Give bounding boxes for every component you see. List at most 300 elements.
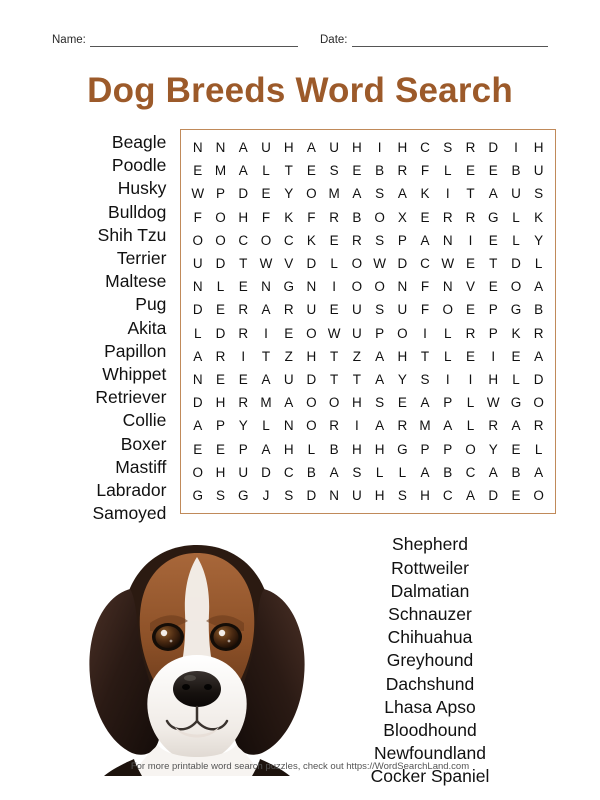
letter-cell[interactable]: A (193, 418, 203, 434)
letter-cell[interactable]: L (444, 348, 452, 364)
letter-cell[interactable]: E (238, 371, 248, 387)
letter-cell[interactable]: I (445, 186, 450, 202)
letter-cell[interactable]: E (284, 325, 294, 341)
letter-cell[interactable]: E (488, 232, 498, 248)
letter-cell[interactable]: I (354, 418, 359, 434)
letter-cell[interactable]: A (375, 418, 385, 434)
letter-grid-row (186, 159, 550, 182)
letter-cell[interactable]: H (420, 487, 430, 503)
letter-cell[interactable]: D (192, 395, 203, 411)
letter-cell[interactable]: S (216, 487, 226, 503)
letter-cell[interactable]: U (351, 302, 362, 318)
letter-cell[interactable]: I (264, 325, 268, 341)
letter-cell[interactable]: A (534, 348, 544, 364)
letter-grid-row (186, 414, 550, 437)
letter-cell[interactable]: D (215, 325, 226, 341)
letter-cell[interactable]: N (442, 279, 453, 295)
letter-cell[interactable]: I (491, 348, 496, 364)
letter-cell[interactable]: U (511, 186, 521, 202)
letter-grid-row (186, 345, 550, 368)
letter-cell[interactable]: L (466, 395, 475, 411)
letter-cell[interactable]: O (465, 441, 476, 457)
name-write-line[interactable] (90, 35, 298, 47)
letter-cell[interactable]: T (284, 163, 293, 179)
word-list-item: Mastiff (115, 456, 167, 477)
word-list-item: Schnauzer (388, 604, 472, 625)
letter-cell[interactable]: A (420, 464, 430, 480)
letter-grid-row (186, 136, 550, 159)
letter-cell[interactable]: O (351, 279, 363, 295)
letter-cell[interactable]: A (238, 140, 248, 156)
letter-cell[interactable]: O (328, 395, 340, 411)
letter-cell[interactable]: A (261, 371, 271, 387)
letter-cell[interactable]: P (488, 302, 498, 318)
letter-cell[interactable]: H (238, 209, 249, 225)
letter-cell[interactable]: A (306, 140, 316, 156)
word-list-item: Poodle (111, 155, 167, 176)
letter-cell[interactable]: O (533, 395, 544, 411)
letter-cell[interactable]: Y (238, 418, 248, 434)
letter-cell[interactable]: T (352, 371, 361, 387)
letter-cell[interactable]: J (262, 487, 270, 503)
letter-cell[interactable]: B (511, 464, 521, 480)
letter-cell[interactable]: H (351, 140, 362, 156)
letter-cell[interactable]: E (465, 302, 475, 318)
word-list-item: Akita (127, 317, 167, 338)
letter-cell[interactable]: P (443, 441, 453, 457)
word-list-item: Husky (117, 178, 167, 199)
student-info-row (44, 34, 556, 47)
letter-cell[interactable]: L (194, 325, 202, 341)
letter-cell[interactable]: S (443, 140, 453, 156)
letter-cell[interactable]: D (397, 256, 408, 272)
letter-cell[interactable]: S (375, 232, 385, 248)
date-field[interactable] (320, 34, 548, 47)
letter-cell[interactable]: D (488, 140, 499, 156)
letter-cell[interactable]: D (488, 487, 499, 503)
letter-cell[interactable]: U (351, 487, 362, 503)
letter-cell[interactable]: K (284, 209, 294, 225)
letter-cell[interactable]: H (215, 395, 226, 411)
word-list-item: Rottweiler (391, 557, 469, 578)
letter-cell[interactable]: H (306, 348, 317, 364)
letter-cell[interactable]: B (352, 209, 362, 225)
letter-cell[interactable]: O (192, 464, 204, 480)
letter-cell[interactable]: T (239, 256, 248, 272)
letter-cell[interactable]: L (512, 209, 520, 225)
letter-cell[interactable]: F (307, 209, 316, 225)
letter-cell[interactable]: A (193, 348, 203, 364)
page-title: Dog Breeds Word Search (87, 71, 513, 110)
letter-cell[interactable]: B (306, 464, 316, 480)
letter-cell[interactable]: E (511, 348, 521, 364)
letter-cell[interactable]: R (329, 209, 339, 225)
letter-cell[interactable]: I (468, 371, 473, 387)
letter-cell[interactable]: N (192, 279, 203, 295)
letter-cell[interactable]: L (512, 371, 520, 387)
letter-cell[interactable]: V (284, 256, 294, 272)
letter-cell[interactable]: N (397, 279, 408, 295)
letter-cell[interactable]: E (193, 441, 203, 457)
letter-grid-body (186, 136, 550, 507)
letter-cell[interactable]: S (420, 371, 430, 387)
letter-cell[interactable]: H (215, 464, 226, 480)
word-list-item: Whippet (102, 364, 167, 385)
letter-cell[interactable]: M (214, 163, 227, 179)
letter-grid-row (186, 298, 550, 321)
letter-cell[interactable]: L (262, 418, 270, 434)
letter-cell[interactable]: R (397, 418, 408, 434)
letter-cell[interactable]: S (329, 163, 339, 179)
letter-cell[interactable]: A (443, 418, 453, 434)
letter-cell[interactable]: A (238, 163, 248, 179)
letter-cell[interactable]: F (193, 209, 202, 225)
letter-cell[interactable]: U (238, 464, 249, 480)
letter-cell[interactable]: R (397, 163, 408, 179)
date-write-line[interactable] (352, 35, 549, 47)
letter-cell[interactable]: S (284, 487, 294, 503)
letter-cell[interactable]: S (375, 186, 385, 202)
letter-cell[interactable]: N (283, 418, 294, 434)
letter-cell[interactable]: L (398, 464, 407, 480)
letter-cell[interactable]: W (486, 395, 500, 411)
letter-cell[interactable]: C (465, 464, 476, 480)
letter-cell[interactable]: E (216, 371, 226, 387)
letter-cell[interactable]: I (377, 140, 382, 156)
letter-cell[interactable]: F (420, 279, 430, 295)
letter-cell[interactable]: R (283, 302, 294, 318)
letter-cell[interactable]: E (488, 163, 498, 179)
letter-cell[interactable]: A (488, 186, 498, 202)
letter-cell[interactable]: D (261, 464, 271, 480)
letter-cell[interactable]: G (487, 209, 499, 225)
letter-cell[interactable]: F (420, 163, 430, 179)
letter-cell[interactable]: M (419, 418, 431, 434)
letter-cell[interactable]: D (306, 256, 317, 272)
letter-cell[interactable]: L (444, 325, 452, 341)
letter-cell[interactable]: A (261, 302, 271, 318)
letter-cell[interactable]: L (534, 441, 543, 457)
letter-cell[interactable]: N (442, 232, 453, 248)
letter-cell[interactable]: R (465, 325, 476, 341)
letter-cell[interactable]: E (397, 395, 407, 411)
letter-cell[interactable]: R (533, 325, 544, 341)
letter-cell[interactable]: H (283, 441, 294, 457)
letter-cell[interactable]: R (465, 209, 476, 225)
letter-cell[interactable]: I (514, 140, 518, 156)
letter-cell[interactable]: A (420, 395, 430, 411)
letter-cell[interactable]: I (468, 232, 473, 248)
letter-cell[interactable]: E (329, 302, 339, 318)
letter-cell[interactable]: Z (284, 348, 293, 364)
letter-cell[interactable]: G (397, 441, 408, 457)
letter-cell[interactable]: K (306, 232, 316, 248)
letter-grid-row (186, 252, 550, 275)
letter-cell[interactable]: A (488, 464, 498, 480)
letter-cell[interactable]: B (329, 441, 339, 457)
letter-cell[interactable]: G (192, 487, 204, 503)
letter-cell[interactable]: T (466, 186, 475, 202)
letter-cell[interactable]: B (443, 464, 453, 480)
letter-cell[interactable]: O (260, 232, 272, 248)
letter-cell[interactable]: W (259, 256, 273, 272)
letter-cell[interactable]: O (374, 209, 385, 225)
word-list-item: Labrador (96, 480, 167, 501)
letter-cell[interactable]: K (534, 209, 544, 225)
word-list-item: Shepherd (392, 534, 468, 555)
letter-cell[interactable]: L (330, 256, 338, 272)
letter-cell[interactable]: D (533, 371, 544, 387)
letter-cell[interactable]: V (465, 279, 475, 295)
letter-cell[interactable]: E (329, 232, 339, 248)
letter-cell[interactable]: S (397, 487, 407, 503)
letter-cell[interactable]: P (216, 418, 226, 434)
letter-cell[interactable]: A (261, 441, 271, 457)
letter-cell[interactable]: G (237, 487, 249, 503)
letter-cell[interactable]: A (397, 186, 407, 202)
letter-cell[interactable]: I (423, 325, 427, 341)
letter-cell[interactable]: A (352, 186, 362, 202)
letter-cell[interactable]: E (465, 163, 475, 179)
letter-cell[interactable]: R (465, 140, 476, 156)
letter-cell[interactable]: B (375, 163, 385, 179)
letter-cell[interactable]: H (374, 487, 385, 503)
letter-cell[interactable]: H (397, 140, 408, 156)
letter-cell[interactable]: K (420, 186, 430, 202)
letter-cell[interactable]: O (215, 209, 226, 225)
letter-cell[interactable]: E (216, 302, 226, 318)
letter-cell[interactable]: R (238, 395, 249, 411)
letter-cell[interactable]: O (192, 232, 204, 248)
name-field[interactable] (52, 34, 298, 47)
date-label: Date: (320, 34, 348, 46)
letter-cell[interactable]: I (332, 279, 336, 295)
letter-grid-row (186, 368, 550, 391)
letter-cell[interactable]: G (510, 302, 522, 318)
letter-cell[interactable]: L (466, 418, 475, 434)
letter-cell[interactable]: G (283, 279, 294, 295)
letter-cell[interactable]: S (375, 302, 385, 318)
word-list-item: Bloodhound (383, 720, 477, 741)
letter-cell[interactable]: U (192, 256, 203, 272)
letter-cell[interactable]: D (238, 186, 249, 202)
letter-cell[interactable]: B (534, 302, 544, 318)
letter-cell[interactable]: R (238, 302, 249, 318)
letter-cell[interactable]: P (443, 395, 453, 411)
letter-grid-row (186, 461, 550, 484)
letter-cell[interactable]: F (261, 209, 271, 225)
letter-cell[interactable]: O (306, 418, 317, 434)
letter-cell[interactable]: O (442, 302, 454, 318)
letter-cell[interactable]: U (283, 371, 294, 387)
letter-cell[interactable]: R (238, 325, 249, 341)
letter-cell[interactable]: W (441, 256, 455, 272)
letter-cell[interactable]: A (375, 371, 385, 387)
letter-cell[interactable]: S (534, 186, 544, 202)
letter-cell[interactable]: A (329, 464, 339, 480)
letter-cell[interactable]: C (420, 140, 430, 156)
letter-cell[interactable]: O (215, 232, 226, 248)
letter-cell[interactable]: O (374, 279, 385, 295)
letter-cell[interactable]: R (533, 418, 544, 434)
letter-cell[interactable]: H (283, 140, 294, 156)
letter-cell[interactable]: S (375, 395, 385, 411)
letter-cell[interactable]: O (510, 279, 522, 295)
word-list-item: Chihuahua (387, 627, 473, 648)
letter-cell[interactable]: Y (488, 441, 498, 457)
letter-cell[interactable]: G (510, 395, 522, 411)
letter-cell[interactable]: T (489, 256, 498, 272)
letter-cell[interactable]: R (442, 209, 453, 225)
letter-cell[interactable]: U (306, 302, 317, 318)
letter-cell[interactable]: A (465, 487, 475, 503)
letter-cell[interactable]: H (374, 441, 385, 457)
letter-cell[interactable]: H (351, 395, 362, 411)
letter-cell[interactable]: E (306, 163, 316, 179)
letter-cell[interactable]: U (261, 140, 271, 156)
letter-cell[interactable]: N (261, 279, 271, 295)
letter-cell[interactable]: E (488, 279, 498, 295)
letter-cell[interactable]: X (397, 209, 407, 225)
letter-cell[interactable]: R (488, 418, 499, 434)
letter-cell[interactable]: S (352, 464, 362, 480)
letter-cell[interactable]: E (261, 186, 271, 202)
word-list-right (322, 531, 556, 788)
letter-cell[interactable]: U (351, 325, 362, 341)
letter-cell[interactable]: P (238, 441, 248, 457)
letter-cell[interactable]: N (192, 140, 203, 156)
letter-cell[interactable]: K (511, 325, 521, 341)
lower-section (44, 531, 556, 788)
letter-cell[interactable]: O (397, 325, 408, 341)
puzzle-section (44, 129, 556, 525)
word-list-item: Bulldog (108, 201, 167, 222)
letter-cell[interactable]: A (511, 418, 521, 434)
letter-cell[interactable]: D (215, 256, 226, 272)
letter-cell[interactable]: L (307, 441, 316, 457)
letter-cell[interactable]: E (511, 487, 521, 503)
letter-cell[interactable]: A (534, 464, 544, 480)
letter-cell[interactable]: P (420, 441, 430, 457)
letter-cell[interactable]: L (262, 163, 270, 179)
word-list-item: Cocker Spaniel (370, 766, 490, 787)
letter-cell[interactable]: U (533, 163, 544, 179)
letter-cell[interactable]: D (306, 487, 317, 503)
letter-cell[interactable]: N (192, 371, 203, 387)
letter-cell[interactable]: D (511, 256, 521, 272)
letter-grid-row (186, 391, 550, 414)
beagle-illustration (72, 531, 322, 776)
letter-cell[interactable]: C (283, 232, 294, 248)
letter-cell[interactable]: Y (534, 232, 544, 248)
letter-cell[interactable]: P (397, 232, 407, 248)
word-list-item: Terrier (116, 248, 167, 269)
letter-cell[interactable]: C (283, 464, 294, 480)
letter-cell[interactable]: H (351, 441, 362, 457)
word-list-item: Maltese (105, 271, 167, 292)
letter-cell[interactable]: H (488, 371, 499, 387)
letter-cell[interactable]: A (375, 348, 385, 364)
letter-cell[interactable]: P (216, 186, 226, 202)
letter-cell[interactable]: E (352, 163, 362, 179)
letter-cell[interactable]: C (442, 487, 453, 503)
letter-cell[interactable]: A (420, 232, 430, 248)
letter-cell[interactable]: T (420, 348, 430, 364)
letter-cell[interactable]: T (329, 348, 339, 364)
word-list-item: Collie (122, 410, 167, 431)
word-list-item: Pug (135, 294, 167, 315)
letter-cell[interactable]: C (238, 232, 249, 248)
letter-cell[interactable]: A (284, 395, 294, 411)
letter-cell[interactable]: P (375, 325, 385, 341)
letter-cell[interactable]: O (351, 256, 363, 272)
letter-cell[interactable]: E (420, 209, 430, 225)
letter-cell[interactable]: R (215, 348, 226, 364)
letter-grid-row (186, 275, 550, 298)
letter-cell[interactable]: L (444, 163, 452, 179)
letter-cell[interactable]: P (488, 325, 498, 341)
letter-cell[interactable]: W (191, 186, 205, 202)
letter-cell[interactable]: M (260, 395, 272, 411)
word-list-item: Shih Tzu (97, 224, 167, 245)
word-list-item: Boxer (120, 433, 167, 454)
letter-cell[interactable]: Z (352, 348, 361, 364)
letter-cell[interactable]: R (329, 418, 339, 434)
letter-cell[interactable]: T (261, 348, 271, 364)
letter-cell[interactable]: R (351, 232, 362, 248)
letter-cell[interactable]: O (306, 186, 317, 202)
letter-cell[interactable]: L (375, 464, 384, 480)
letter-cell[interactable]: L (512, 232, 520, 248)
letter-cell[interactable]: E (511, 441, 521, 457)
letter-cell[interactable]: O (533, 487, 544, 503)
letter-grid-row (186, 229, 550, 252)
letter-cell[interactable]: D (192, 302, 203, 318)
letter-cell[interactable]: U (397, 302, 408, 318)
letter-cell[interactable]: Y (397, 371, 407, 387)
letter-cell[interactable]: E (193, 163, 203, 179)
letter-cell[interactable]: E (238, 279, 248, 295)
letter-cell[interactable]: N (306, 279, 317, 295)
letter-cell[interactable]: I (241, 348, 246, 364)
word-search-grid[interactable] (180, 129, 556, 514)
letter-cell[interactable]: L (534, 256, 543, 272)
letter-cell[interactable]: L (216, 279, 225, 295)
letter-cell[interactable]: E (465, 348, 475, 364)
letter-cell[interactable]: I (445, 371, 450, 387)
letter-cell[interactable]: N (329, 487, 339, 503)
letter-cell[interactable]: C (420, 256, 430, 272)
letter-cell[interactable]: N (215, 140, 226, 156)
letter-cell[interactable]: U (329, 140, 339, 156)
letter-cell[interactable]: M (328, 186, 340, 202)
letter-cell[interactable]: E (216, 441, 226, 457)
letter-cell[interactable]: B (511, 163, 521, 179)
letter-cell[interactable]: F (420, 302, 430, 318)
letter-cell[interactable]: E (465, 256, 475, 272)
letter-cell[interactable]: O (306, 325, 317, 341)
letter-cell[interactable]: W (327, 325, 341, 341)
letter-cell[interactable]: T (329, 371, 339, 387)
letter-cell[interactable]: H (397, 348, 408, 364)
letter-cell[interactable]: O (306, 395, 317, 411)
letter-cell[interactable]: A (534, 279, 544, 295)
letter-cell[interactable]: H (533, 140, 544, 156)
letter-cell[interactable]: D (306, 371, 317, 387)
letter-grid[interactable] (186, 136, 550, 507)
letter-cell[interactable]: W (373, 256, 386, 272)
letter-cell[interactable]: Y (284, 186, 294, 202)
